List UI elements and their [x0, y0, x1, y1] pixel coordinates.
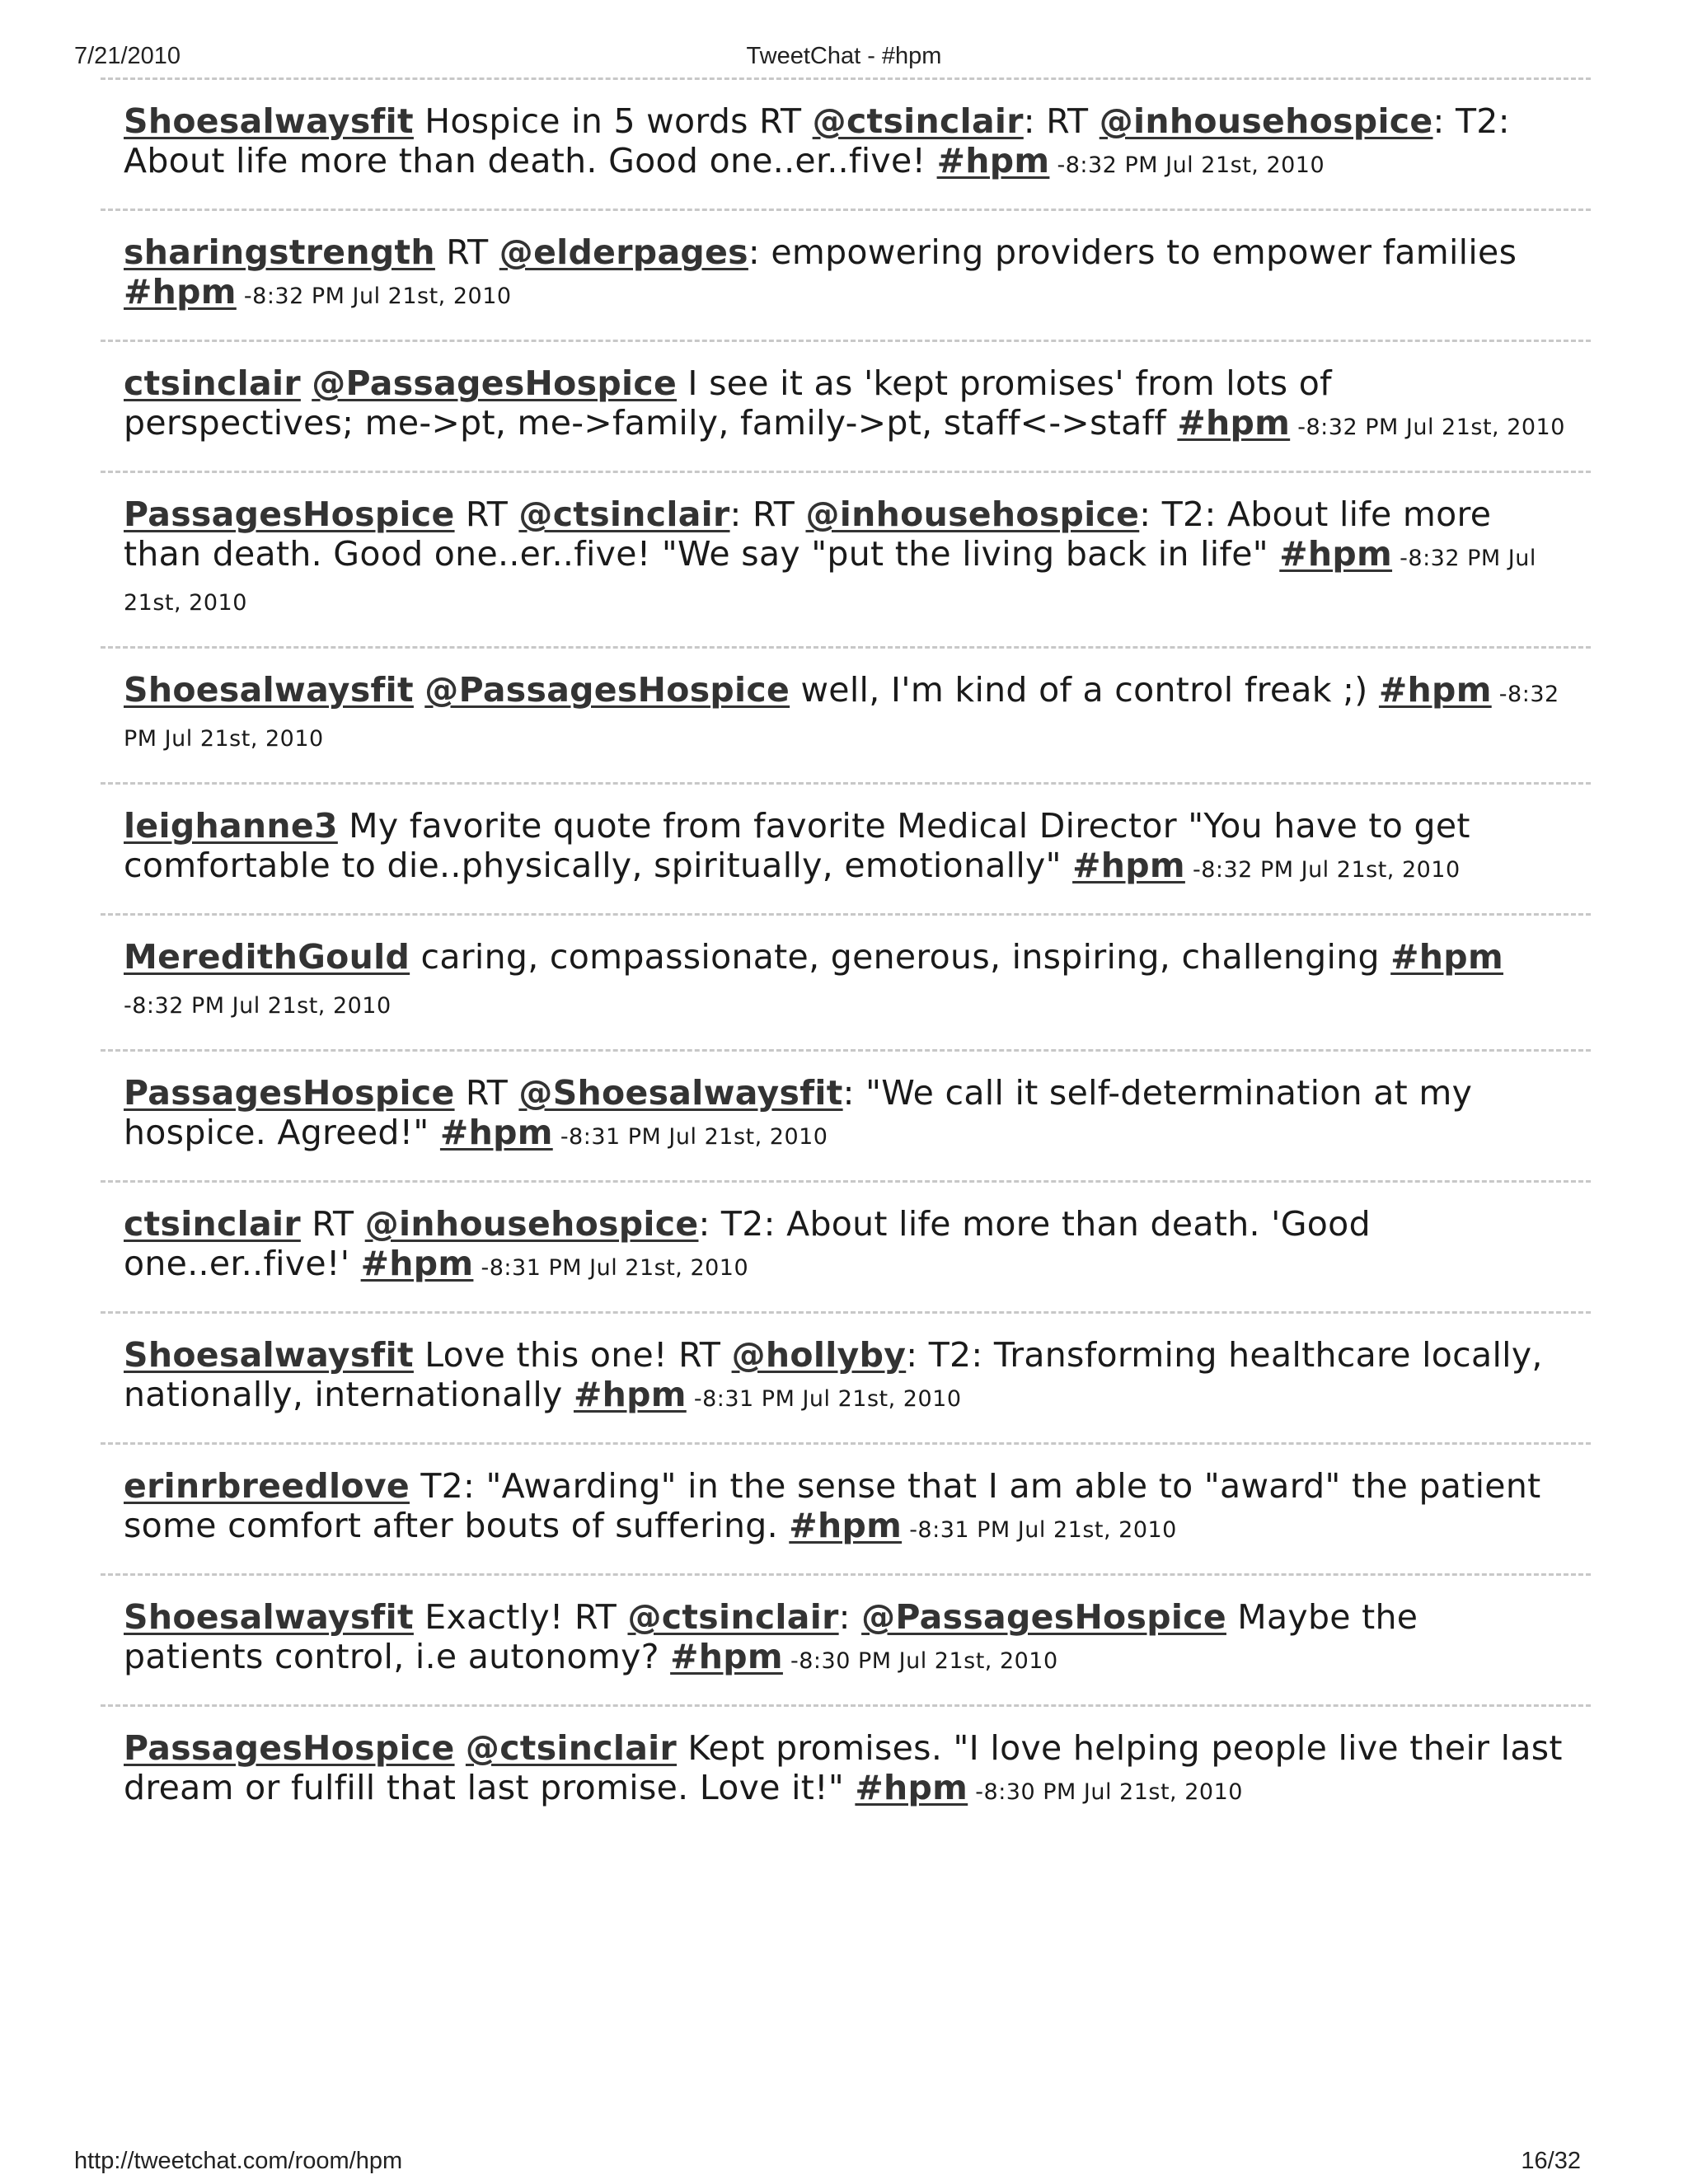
- tweet-timestamp: -8:32 PM Jul 21st, 2010: [1290, 415, 1565, 440]
- tweet-timestamp: -8:32 PM Jul 21st, 2010: [1049, 152, 1325, 178]
- page-number: 16/32: [1521, 2148, 1581, 2174]
- mention-link[interactable]: @PassagesHospice: [861, 1597, 1226, 1637]
- hashtag-link[interactable]: #hpm: [855, 1768, 968, 1807]
- tweet-text: Love this one! RT: [413, 1335, 732, 1375]
- tweet-body: [124, 363, 1568, 448]
- tweet-text: Hospice in 5 words RT: [413, 101, 813, 141]
- username-link[interactable]: Shoesalwaysfit: [124, 1597, 414, 1637]
- mention-link[interactable]: @ctsinclair: [518, 494, 730, 534]
- tweet-item: [101, 1442, 1591, 1573]
- tweet-body: [124, 806, 1568, 890]
- username-link[interactable]: leighanne3: [124, 806, 338, 846]
- username-link[interactable]: Shoesalwaysfit: [124, 101, 414, 141]
- hashtag-link[interactable]: #hpm: [360, 1244, 474, 1283]
- username-link[interactable]: PassagesHospice: [124, 494, 455, 534]
- username-link[interactable]: MeredithGould: [124, 937, 410, 977]
- tweet-item: [101, 340, 1591, 471]
- tweet-body: [124, 1073, 1568, 1157]
- username-link[interactable]: Shoesalwaysfit: [124, 670, 414, 710]
- print-date: 7/21/2010: [74, 43, 181, 69]
- tweet-timestamp: -8:32 PM Jul 21st, 2010: [124, 546, 1536, 616]
- tweet-text: well, I'm kind of a control freak ;): [790, 670, 1379, 710]
- mention-link[interactable]: @elderpages: [499, 232, 748, 272]
- tweet-body: [124, 1466, 1568, 1550]
- mention-link[interactable]: @Shoesalwaysfit: [518, 1073, 843, 1113]
- tweet-body: [124, 232, 1568, 316]
- tweet-text: [301, 363, 312, 403]
- tweet-timestamp: -8:32 PM Jul 21st, 2010: [1184, 857, 1461, 883]
- tweet-text: caring, compassionate, generous, inspiring, challenging: [410, 937, 1391, 977]
- hashtag-link[interactable]: #hpm: [670, 1637, 783, 1676]
- mention-link[interactable]: @PassagesHospice: [424, 670, 790, 710]
- tweet-body: [124, 1204, 1568, 1288]
- tweet-text: Maybe the patients control, i.e autonomy?: [124, 1597, 1418, 1676]
- tweet-text: : T2: About life more than death. 'Good one..er..five!': [124, 1204, 1371, 1283]
- tweet-item: [101, 1704, 1591, 1835]
- tweet-body: [124, 1728, 1568, 1812]
- tweet-text: : T2: Transforming healthcare locally, nationally, internationally: [124, 1335, 1543, 1414]
- tweet-item: [101, 913, 1591, 1049]
- tweet-body: [124, 670, 1568, 759]
- tweet-item: [101, 77, 1591, 209]
- mention-link[interactable]: @PassagesHospice: [312, 363, 678, 403]
- tweet-text: RT: [434, 232, 499, 272]
- tweet-text: I see it as 'kept promises' from lots of perspectives; me->pt, me->family, family->pt, staff<->staff: [124, 363, 1332, 443]
- mention-link[interactable]: @ctsinclair: [465, 1728, 678, 1768]
- tweet-text: : "We call it self-determination at my hospice. Agreed!": [124, 1073, 1473, 1152]
- tweet-timestamp: -8:32 PM Jul 21st, 2010: [236, 284, 512, 309]
- tweet-text: Kept promises. "I love helping people live their last dream or fulfill that last promise. Love it!": [124, 1728, 1563, 1807]
- hashtag-link[interactable]: #hpm: [439, 1113, 553, 1152]
- tweet-item: [101, 1180, 1591, 1311]
- tweet-text: RT: [454, 494, 519, 534]
- mention-link[interactable]: @inhousehospice: [1099, 101, 1433, 141]
- hashtag-link[interactable]: #hpm: [124, 272, 237, 312]
- tweet-body: [124, 1597, 1568, 1681]
- tweet-item: [101, 471, 1591, 646]
- tweet-timestamp: -8:31 PM Jul 21st, 2010: [473, 1255, 749, 1281]
- tweet-timestamp: -8:32 PM Jul 21st, 2010: [124, 993, 392, 1019]
- hashtag-link[interactable]: #hpm: [1072, 846, 1185, 885]
- page-url: http://tweetchat.com/room/hpm: [74, 2148, 403, 2174]
- tweet-text: Exactly! RT: [413, 1597, 628, 1637]
- tweet-text: My favorite quote from favorite Medical Director "You have to get comfortable to die..physically, spiritually, emotionally": [124, 806, 1470, 885]
- username-link[interactable]: erinrbreedlove: [124, 1466, 410, 1506]
- tweet-body: [124, 494, 1568, 623]
- hashtag-link[interactable]: #hpm: [936, 141, 1050, 180]
- tweet-item: [101, 646, 1591, 782]
- hashtag-link[interactable]: #hpm: [789, 1506, 903, 1545]
- tweet-text: [455, 1728, 466, 1768]
- tweet-text: :: [838, 1597, 862, 1637]
- mention-link[interactable]: @ctsinclair: [627, 1597, 839, 1637]
- tweet-feed: [101, 77, 1591, 1835]
- tweet-timestamp: -8:31 PM Jul 21st, 2010: [552, 1124, 828, 1150]
- tweet-item: [101, 1573, 1591, 1704]
- username-link[interactable]: ctsinclair: [124, 363, 301, 403]
- tweet-item: [101, 782, 1591, 913]
- username-link[interactable]: sharingstrength: [124, 232, 435, 272]
- tweet-body: [124, 101, 1568, 185]
- tweet-text: T2: "Awarding" in the sense that I am able to "award" the patient some comfort after bouts of suffering.: [124, 1466, 1541, 1545]
- tweet-text: : RT: [729, 494, 806, 534]
- tweet-timestamp: -8:30 PM Jul 21st, 2010: [968, 1779, 1243, 1805]
- tweet-body: [124, 937, 1568, 1026]
- tweet-item: [101, 1311, 1591, 1442]
- tweet-text: : empowering providers to empower families: [748, 232, 1517, 272]
- tweet-text: : RT: [1023, 101, 1100, 141]
- tweet-text: : T2: About life more than death. Good one..er..five! "We say "put the living back in life": [124, 494, 1492, 574]
- mention-link[interactable]: @ctsinclair: [812, 101, 1024, 141]
- hashtag-link[interactable]: #hpm: [1390, 937, 1503, 977]
- mention-link[interactable]: @hollyby: [731, 1335, 907, 1375]
- username-link[interactable]: PassagesHospice: [124, 1073, 455, 1113]
- username-link[interactable]: ctsinclair: [124, 1204, 301, 1244]
- tweet-text: RT: [454, 1073, 519, 1113]
- hashtag-link[interactable]: #hpm: [1279, 534, 1393, 574]
- tweet-text: : T2: About life more than death. Good one..er..five!: [124, 101, 1510, 180]
- print-header: [74, 43, 1614, 76]
- hashtag-link[interactable]: #hpm: [573, 1375, 687, 1414]
- hashtag-link[interactable]: #hpm: [1177, 403, 1291, 443]
- tweet-timestamp: -8:30 PM Jul 21st, 2010: [782, 1648, 1058, 1674]
- tweet-text: RT: [300, 1204, 365, 1244]
- tweet-timestamp: -8:32 PM Jul 21st, 2010: [124, 682, 1559, 752]
- tweet-timestamp: -8:31 PM Jul 21st, 2010: [902, 1517, 1177, 1543]
- tweet-item: [101, 209, 1591, 340]
- print-footer: [74, 2148, 1614, 2181]
- mention-link[interactable]: @inhousehospice: [364, 1204, 699, 1244]
- tweet-timestamp: -8:31 PM Jul 21st, 2010: [686, 1386, 962, 1412]
- tweet-text: [414, 670, 424, 710]
- username-link[interactable]: PassagesHospice: [124, 1728, 455, 1768]
- username-link[interactable]: Shoesalwaysfit: [124, 1335, 414, 1375]
- mention-link[interactable]: @inhousehospice: [805, 494, 1140, 534]
- hashtag-link[interactable]: #hpm: [1378, 670, 1492, 710]
- tweet-item: [101, 1049, 1591, 1180]
- tweet-body: [124, 1335, 1568, 1419]
- page-title: TweetChat - #hpm: [746, 43, 942, 69]
